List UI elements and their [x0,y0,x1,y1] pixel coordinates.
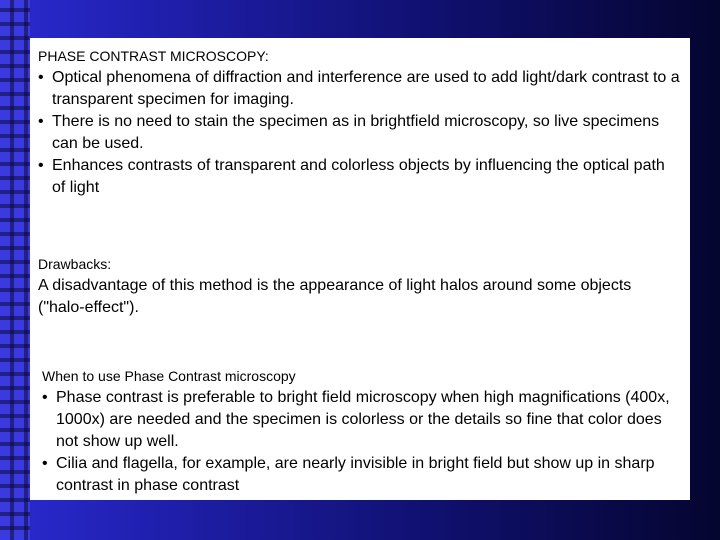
bullet-item: • Phase contrast is preferable to bright field microscopy when high magnifications (400x, 1000x) are needed and the specimen is colorless or the details so fine that color does not show up well. [42,387,682,453]
when-to-use-bullet-list [42,387,682,497]
section-heading-phase-contrast: PHASE CONTRAST MICROSCOPY: [38,48,269,64]
drawbacks-section [38,256,682,319]
section-heading-drawbacks: Drawbacks: [38,256,112,272]
decorative-side-stripe [0,0,30,540]
section-heading-when-to-use: When to use Phase Contrast microscopy [42,368,296,384]
bullet-item: • Cilia and flagella, for example, are nearly invisible in bright field but show up in sharp contrast in phase contrast [42,453,682,497]
drawbacks-text: A disadvantage of this method is the appearance of light halos around some objects ("halo-effect"). [38,277,632,316]
phase-contrast-bullet-list [38,67,682,199]
slide-content-panel [30,38,690,500]
when-to-use-section [42,368,682,497]
bullet-item: • Enhances contrasts of transparent and colorless objects by influencing the optical path of light [38,155,682,199]
bullet-item: • There is no need to stain the specimen as in brightfield microscopy, so live specimens can be used. [38,111,682,155]
bullet-item: • Optical phenomena of diffraction and interference are used to add light/dark contrast to a transparent specimen for imaging. [38,67,682,111]
phase-contrast-section [38,48,682,199]
